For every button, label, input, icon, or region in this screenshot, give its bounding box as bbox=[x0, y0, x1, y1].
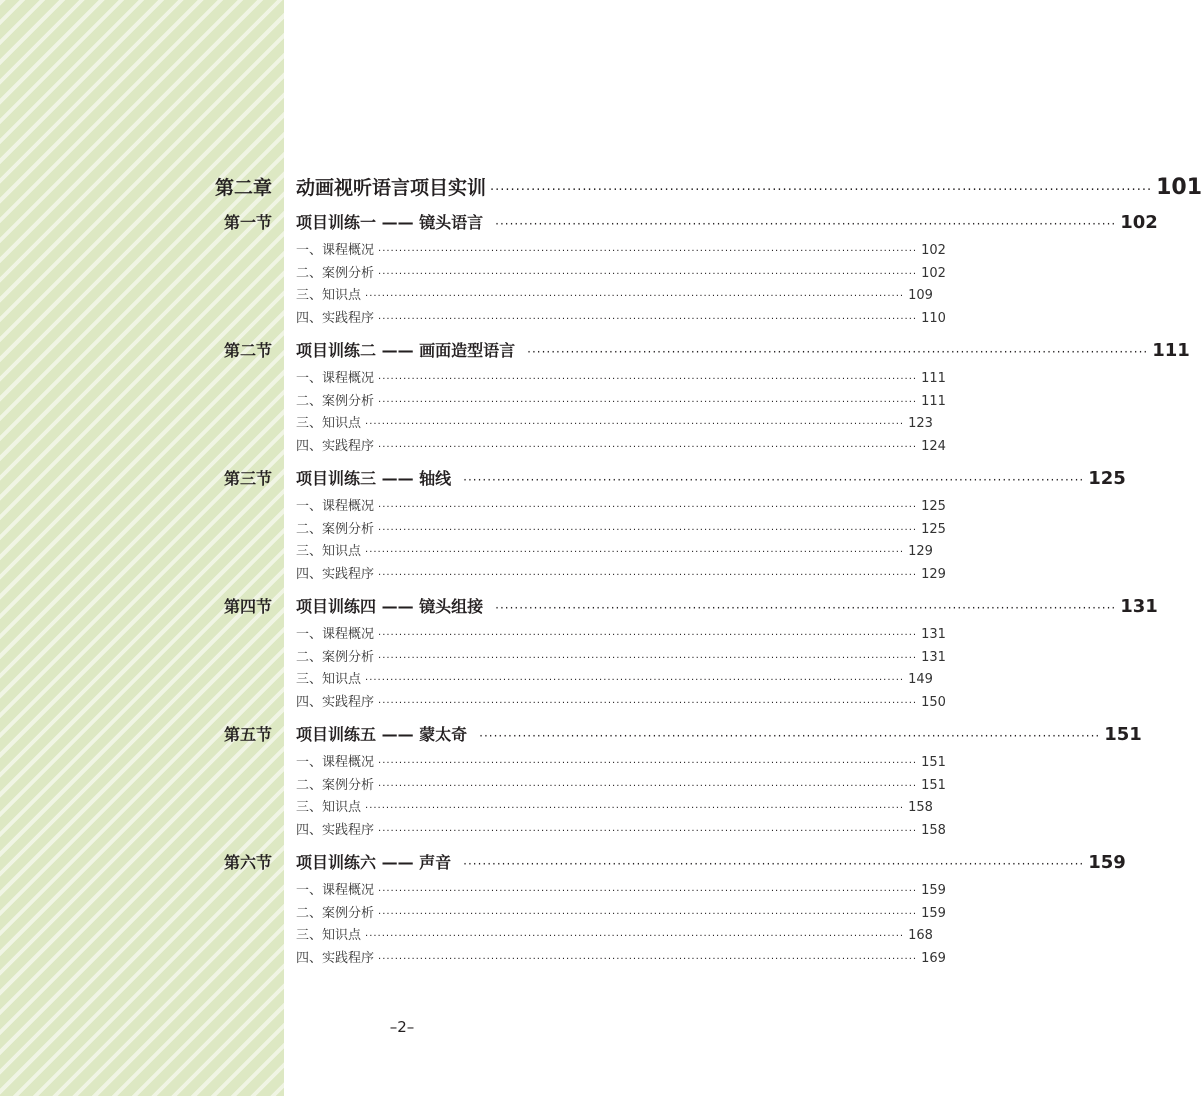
section-row bbox=[0, 845, 1126, 873]
dot-leader: ································································································································· bbox=[378, 780, 918, 792]
dot-leader: ································································································································· bbox=[378, 268, 918, 280]
dot-leader: ································································································································· bbox=[490, 183, 1153, 198]
toc-item-page: 110 bbox=[921, 311, 946, 327]
toc-item-title: 一、课程概况 bbox=[296, 627, 375, 642]
toc-item-title: 三、知识点 bbox=[296, 416, 362, 432]
toc-item-row bbox=[0, 517, 946, 537]
toc-item-row bbox=[0, 645, 946, 665]
section-entry[interactable] bbox=[296, 722, 1142, 745]
section-row bbox=[0, 461, 1126, 489]
toc-item-entry[interactable] bbox=[296, 435, 946, 455]
toc-item-page: 109 bbox=[908, 288, 933, 304]
toc-item-page: 125 bbox=[921, 521, 946, 537]
dot-leader: ································································································································· bbox=[479, 729, 1101, 743]
toc-item-title: 二、案例分析 bbox=[296, 393, 375, 409]
toc-item-page: 111 bbox=[921, 393, 946, 409]
toc-item-entry[interactable] bbox=[296, 668, 933, 688]
toc-item-entry[interactable] bbox=[296, 284, 933, 304]
toc-item-row bbox=[0, 539, 933, 560]
toc-item-entry[interactable] bbox=[296, 623, 946, 642]
toc-item-row bbox=[0, 434, 946, 455]
toc-item-title: 三、知识点 bbox=[296, 288, 362, 304]
section-label: 第六节 bbox=[223, 853, 272, 872]
toc-item-title: 三、知识点 bbox=[296, 544, 362, 560]
toc-item-row bbox=[0, 366, 946, 386]
toc-item-entry[interactable] bbox=[296, 774, 946, 793]
toc-item-row bbox=[0, 667, 933, 688]
dot-leader: ································································································································· bbox=[378, 524, 918, 536]
toc-item-title: 二、案例分析 bbox=[296, 521, 375, 537]
section-title: 项目训练三 —— 轴线 bbox=[296, 469, 452, 488]
toc-item-title: 四、实践程序 bbox=[296, 439, 375, 455]
toc-item-page: 169 bbox=[921, 951, 946, 967]
dot-leader: ································································································································· bbox=[365, 803, 905, 815]
toc-item-entry[interactable] bbox=[296, 239, 946, 258]
toc-item-entry[interactable] bbox=[296, 751, 946, 770]
toc-item-title: 四、实践程序 bbox=[296, 311, 375, 327]
toc-item-title: 三、知识点 bbox=[296, 928, 362, 944]
toc-item-row bbox=[0, 923, 933, 944]
dot-leader: ································································································································· bbox=[378, 442, 918, 454]
section-label: 第三节 bbox=[223, 469, 272, 488]
section-title: 项目训练二 —— 画面造型语言 bbox=[296, 341, 516, 360]
toc-item-entry[interactable] bbox=[296, 367, 946, 386]
dot-leader: ································································································································· bbox=[378, 698, 918, 710]
toc-item-title: 三、知识点 bbox=[296, 800, 362, 816]
section-label: 第一节 bbox=[223, 213, 272, 232]
toc-item-row bbox=[0, 261, 946, 281]
toc-item-row bbox=[0, 622, 946, 642]
toc-item-entry[interactable] bbox=[296, 924, 933, 944]
toc-item-page: 151 bbox=[921, 777, 946, 793]
toc-item-page: 111 bbox=[921, 371, 946, 386]
toc-item-page: 123 bbox=[908, 416, 933, 432]
section-row bbox=[0, 333, 1190, 361]
toc-item-page: 168 bbox=[908, 928, 933, 944]
toc-item-page: 129 bbox=[921, 567, 946, 583]
toc-item-row bbox=[0, 283, 933, 304]
toc-item-entry[interactable] bbox=[296, 947, 946, 967]
toc-item-title: 二、案例分析 bbox=[296, 905, 375, 921]
toc-item-title: 一、课程概况 bbox=[296, 755, 375, 770]
toc-item-entry[interactable] bbox=[296, 412, 933, 432]
section-row bbox=[0, 589, 1158, 617]
dot-leader: ································································································································· bbox=[378, 826, 918, 838]
dot-leader: ································································································································· bbox=[378, 758, 918, 769]
toc-item-title: 四、实践程序 bbox=[296, 951, 375, 967]
chapter-title: 动画视听语言项目实训 bbox=[296, 177, 487, 199]
toc-item-page: 158 bbox=[908, 800, 933, 816]
section-title: 项目训练五 —— 蒙太奇 bbox=[296, 725, 468, 744]
toc-item-title: 三、知识点 bbox=[296, 672, 362, 688]
dot-leader: ································································································································· bbox=[378, 908, 918, 920]
toc-item-entry[interactable] bbox=[296, 518, 946, 537]
toc-item-title: 二、案例分析 bbox=[296, 265, 375, 281]
section-title: 项目训练四 —— 镜头组接 bbox=[296, 597, 484, 616]
toc-item-title: 二、案例分析 bbox=[296, 649, 375, 665]
toc-item-row bbox=[0, 773, 946, 793]
toc-item-entry[interactable] bbox=[296, 307, 946, 327]
section-page: 102 bbox=[1120, 212, 1158, 233]
toc-item-page: 131 bbox=[921, 627, 946, 642]
section-row bbox=[0, 717, 1142, 745]
toc-item-page: 129 bbox=[908, 544, 933, 560]
toc-item-row bbox=[0, 901, 946, 921]
toc-item-entry[interactable] bbox=[296, 495, 946, 514]
toc-item-title: 一、课程概况 bbox=[296, 883, 375, 898]
toc-item-page: 150 bbox=[921, 695, 946, 711]
chapter-page: 101 bbox=[1156, 175, 1202, 200]
section-entry[interactable] bbox=[296, 466, 1126, 489]
dot-leader: ································································································································· bbox=[378, 502, 918, 513]
toc-item-page: 158 bbox=[921, 823, 946, 839]
toc-item-title: 一、课程概况 bbox=[296, 243, 375, 258]
dot-leader: ································································································································· bbox=[378, 374, 918, 385]
dot-leader: ································································································································· bbox=[365, 419, 905, 431]
section-page: 111 bbox=[1152, 340, 1190, 361]
section-page: 131 bbox=[1120, 596, 1158, 617]
dot-leader: ································································································································· bbox=[378, 652, 918, 664]
dot-leader: ································································································································· bbox=[463, 473, 1085, 487]
toc-item-row bbox=[0, 494, 946, 514]
toc-item-page: 131 bbox=[921, 649, 946, 665]
toc-item-row bbox=[0, 795, 933, 816]
chapter-row bbox=[0, 170, 1202, 200]
toc-item-page: 125 bbox=[921, 499, 946, 514]
section-page: 151 bbox=[1104, 724, 1142, 745]
section-page: 159 bbox=[1088, 852, 1126, 873]
toc-item-entry[interactable] bbox=[296, 646, 946, 665]
toc-item-row bbox=[0, 690, 946, 711]
toc-item-row bbox=[0, 389, 946, 409]
toc-item-title: 二、案例分析 bbox=[296, 777, 375, 793]
dot-leader: ································································································································· bbox=[378, 246, 918, 257]
toc-item-entry[interactable] bbox=[296, 819, 946, 839]
section-entry[interactable] bbox=[296, 210, 1158, 233]
section-title: 项目训练一 —— 镜头语言 bbox=[296, 213, 484, 232]
section-title: 项目训练六 —— 声音 bbox=[296, 853, 452, 872]
dot-leader: ································································································································· bbox=[365, 675, 905, 687]
toc-item-title: 一、课程概况 bbox=[296, 371, 375, 386]
toc-item-title: 四、实践程序 bbox=[296, 695, 375, 711]
toc-item-entry[interactable] bbox=[296, 691, 946, 711]
toc-item-entry[interactable] bbox=[296, 796, 933, 816]
toc-item-row bbox=[0, 878, 946, 898]
toc-item-title: 四、实践程序 bbox=[296, 567, 375, 583]
toc-item-title: 一、课程概况 bbox=[296, 499, 375, 514]
toc-item-page: 151 bbox=[921, 755, 946, 770]
toc-item-row bbox=[0, 946, 946, 967]
dot-leader: ································································································································· bbox=[378, 314, 918, 326]
toc-item-entry[interactable] bbox=[296, 390, 946, 409]
section-row bbox=[0, 205, 1158, 233]
dot-leader: ································································································································· bbox=[378, 630, 918, 641]
toc-item-entry[interactable] bbox=[296, 262, 946, 281]
dot-leader: ································································································································· bbox=[527, 345, 1149, 359]
toc-item-entry[interactable] bbox=[296, 563, 946, 583]
section-label: 第二节 bbox=[223, 341, 272, 360]
dot-leader: ································································································································· bbox=[495, 217, 1117, 231]
toc-item-page: 159 bbox=[921, 905, 946, 921]
dot-leader: ································································································································· bbox=[365, 291, 905, 303]
section-entry[interactable] bbox=[296, 594, 1158, 617]
toc-item-row bbox=[0, 562, 946, 583]
dot-leader: ································································································································· bbox=[463, 857, 1085, 871]
dot-leader: ································································································································· bbox=[365, 547, 905, 559]
section-label: 第五节 bbox=[223, 725, 272, 744]
toc-item-row bbox=[0, 750, 946, 770]
toc-item-entry[interactable] bbox=[296, 879, 946, 898]
section-entry[interactable] bbox=[296, 850, 1126, 873]
chapter-entry[interactable] bbox=[296, 173, 1202, 200]
dot-leader: ································································································································· bbox=[365, 931, 905, 943]
toc-item-page: 159 bbox=[921, 883, 946, 898]
toc-item-page: 149 bbox=[908, 672, 933, 688]
dot-leader: ································································································································· bbox=[378, 396, 918, 408]
section-label: 第四节 bbox=[223, 597, 272, 616]
toc-item-row bbox=[0, 818, 946, 839]
dot-leader: ································································································································· bbox=[378, 570, 918, 582]
toc-item-page: 102 bbox=[921, 265, 946, 281]
toc-item-row bbox=[0, 411, 933, 432]
toc-item-page: 124 bbox=[921, 439, 946, 455]
toc-item-row bbox=[0, 238, 946, 258]
toc-item-title: 四、实践程序 bbox=[296, 823, 375, 839]
dot-leader: ································································································································· bbox=[378, 886, 918, 897]
toc-item-page: 102 bbox=[921, 243, 946, 258]
toc-item-entry[interactable] bbox=[296, 902, 946, 921]
dot-leader: ································································································································· bbox=[378, 954, 918, 966]
chapter-label: 第二章 bbox=[214, 177, 272, 199]
page-number-footer: –2– bbox=[389, 1018, 415, 1036]
toc-item-row bbox=[0, 306, 946, 327]
section-entry[interactable] bbox=[296, 338, 1190, 361]
dot-leader: ································································································································· bbox=[495, 601, 1117, 615]
section-page: 125 bbox=[1088, 468, 1126, 489]
toc-item-entry[interactable] bbox=[296, 540, 933, 560]
